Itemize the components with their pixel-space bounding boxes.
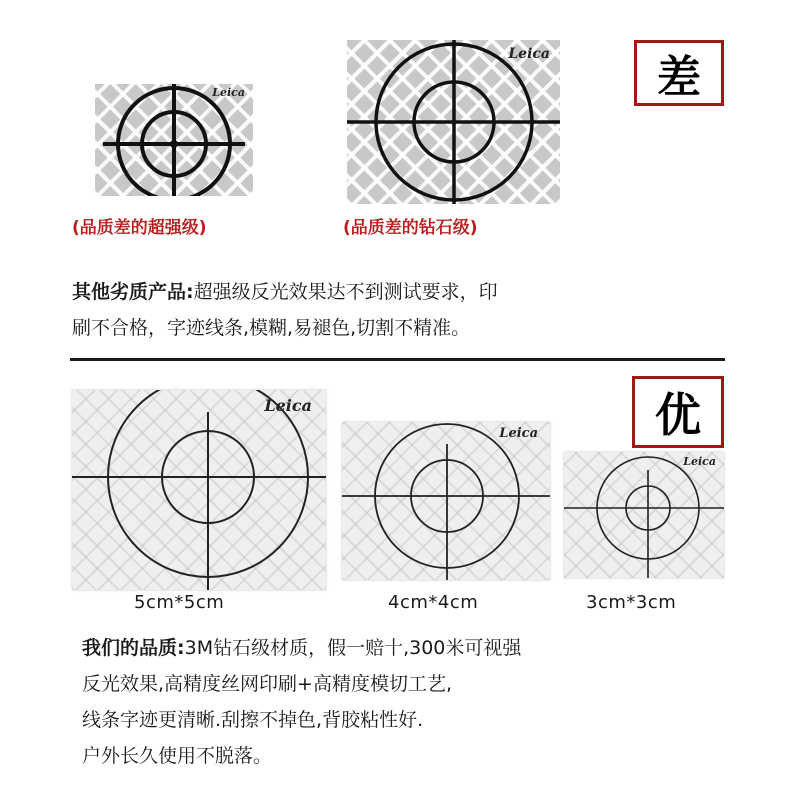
leica-logo: Leica [264, 396, 312, 415]
leica-logo: Leica [508, 46, 550, 62]
bad-description-line2: 刷不合格，字迹线条,模糊,易褪色,切割不精准。 [72, 317, 471, 339]
quality-line4: 户外长久使用不脱落。 [82, 745, 273, 767]
size-label-5cm: 5cm*5cm [134, 592, 225, 613]
quality-line1: 3M钻石级材质，假一赔十,300米可视强 [184, 637, 522, 659]
crosshair-target-icon [72, 390, 326, 590]
bad-target-super-grade [95, 84, 253, 196]
quality-heading: 我们的品质: [82, 637, 185, 659]
bad-badge [634, 40, 724, 106]
leica-logo: Leica [683, 455, 716, 468]
quality-line3: 线条字迹更清晰.刮擦不掉色,背胶粘性好. [82, 709, 424, 731]
leica-logo: Leica [212, 86, 245, 99]
crosshair-target-icon [342, 422, 550, 580]
good-target-4cm [342, 422, 550, 580]
leica-logo: Leica [499, 426, 538, 441]
caption-bad-super-grade: (品质差的超强级) [72, 218, 207, 238]
caption-bad-diamond-grade: (品质差的钻石级) [343, 218, 478, 238]
bad-description-heading: 其他劣质产品: [72, 281, 194, 303]
good-badge [632, 376, 724, 448]
bad-badge-label: 差 [657, 52, 701, 103]
bad-description-line1: 超强级反光效果达不到测试要求，印 [193, 281, 498, 303]
quality-description [82, 630, 521, 774]
size-label-3cm: 3cm*3cm [586, 592, 677, 613]
crosshair-target-icon [347, 40, 560, 204]
good-badge-label: 优 [655, 388, 701, 442]
good-target-3cm [564, 452, 724, 578]
crosshair-target-icon [564, 452, 724, 578]
size-label-4cm: 4cm*4cm [388, 592, 479, 613]
section-divider [70, 358, 725, 361]
good-target-5cm [72, 390, 326, 590]
crosshair-target-icon [95, 84, 253, 196]
bad-description [72, 274, 498, 346]
quality-line2: 反光效果,高精度丝网印刷+高精度模切工艺, [82, 673, 453, 695]
bad-target-diamond-grade [347, 40, 560, 204]
